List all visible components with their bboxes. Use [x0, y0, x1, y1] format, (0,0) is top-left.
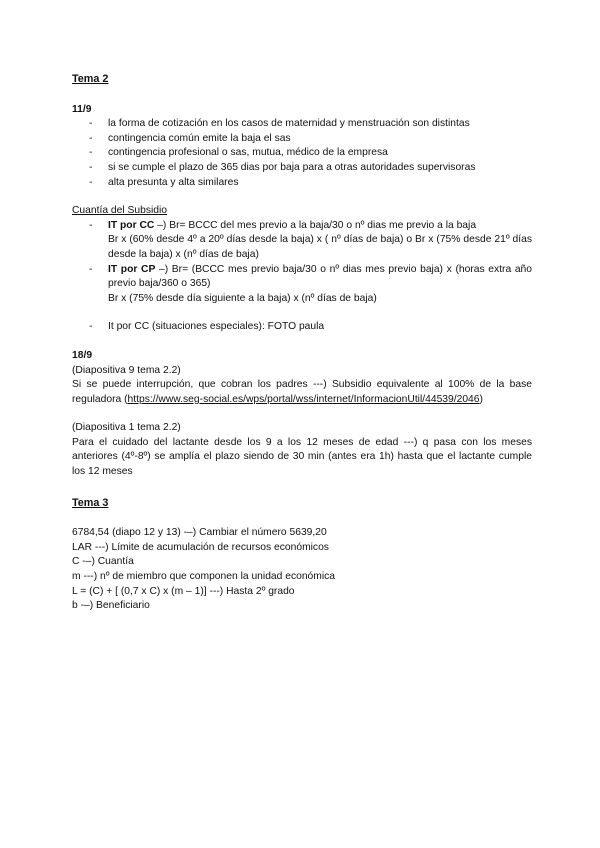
it-cc-line2: Br x (60% desde 4º a 20º días desde la baja) x ( nº días de baja) o Br x (75% desde 21º días desde la baja) x (nº días de baja)	[108, 234, 532, 260]
seg-social-link[interactable]: https://www.seg-social.es/wps/portal/wss/internet/InformacionUtil/44539/2046	[127, 393, 480, 405]
interrupcion-paragraph	[72, 378, 532, 407]
subsidio-heading: Cuantía del Subsidio	[72, 205, 168, 217]
tema3-line: L = (C) + [ (0,7 x C) x (m – 1)] ---) Hasta 2º grado	[72, 585, 295, 597]
especiales-list	[72, 320, 532, 335]
tema-3-title: Tema 3	[72, 496, 109, 509]
it-cc-item	[72, 219, 532, 263]
interrupcion-end: )	[479, 393, 483, 405]
list-item: - alta presunta y alta similares	[72, 176, 532, 191]
tema3-line: m ---) nº de miembro que componen la unidad económica	[72, 571, 336, 583]
tema3-line: 6784,54 (diapo 12 y 13) -–) Cambiar el número 5639,20	[72, 527, 327, 539]
document-page	[72, 72, 532, 614]
tema3-line: LAR ---) Límite de acumulación de recursos económicos	[72, 541, 329, 553]
list-item: - si se cumple el plazo de 365 dias por baja para a otras autoridades supervisoras	[72, 161, 532, 176]
tema-2-title: Tema 2	[72, 73, 109, 85]
it-especiales-item: - It por CC (situaciones especiales): FOTO paula	[72, 320, 532, 335]
list-item: - la forma de cotización en los casos de maternidad y menstruación son distintas	[72, 117, 532, 132]
it-cp-label: IT por CP	[108, 263, 156, 275]
it-cc-label: IT por CC	[108, 219, 155, 231]
list-item: - contingencia común emite la baja el sas	[72, 132, 532, 147]
date-18-9: 18/9	[72, 349, 93, 361]
it-cc-line1: –) Br= BCCC del mes previo a la baja/30 o nº dias me previo a la baja	[154, 219, 477, 231]
interrupcion-text: Si se puede interrupción, que cobran los padres ---) Subsidio equivalente al 100% de la base reguladora (	[72, 379, 532, 405]
it-cp-line2: Br x (75% desde día siguiente a la baja) x (nº días de baja)	[108, 292, 377, 304]
date-11-9: 11/9	[72, 103, 92, 115]
list-item: - contingencia profesional o sas, mutua, médico de la empresa	[72, 146, 532, 161]
lactante-paragraph: Para el cuidado del lactante desde los 9 a los 12 meses de edad ---) q pasa con los meses anteriores (4º-8º) se amplía el plazo siendo de 30 min (antes era 1h) hasta que el lactante cumple los 12 meses	[72, 436, 532, 478]
tema3-line: b -–) Beneficiario	[72, 600, 150, 612]
it-cp-item	[72, 263, 532, 307]
bullet-list-11-9	[72, 117, 532, 190]
subsidio-list	[72, 219, 532, 307]
diapositiva-1-label: (Diapositiva 1 tema 2.2)	[72, 422, 181, 434]
it-cp-line1: –) Br= (BCCC mes previo baja/30 o nº dias mes previo baja) x (horas extra año previo baja/360 o 365)	[108, 263, 532, 290]
diapositiva-9-label: (Diapositiva 9 tema 2.2)	[72, 364, 181, 376]
tema3-line: C -–) Cuantía	[72, 556, 134, 568]
